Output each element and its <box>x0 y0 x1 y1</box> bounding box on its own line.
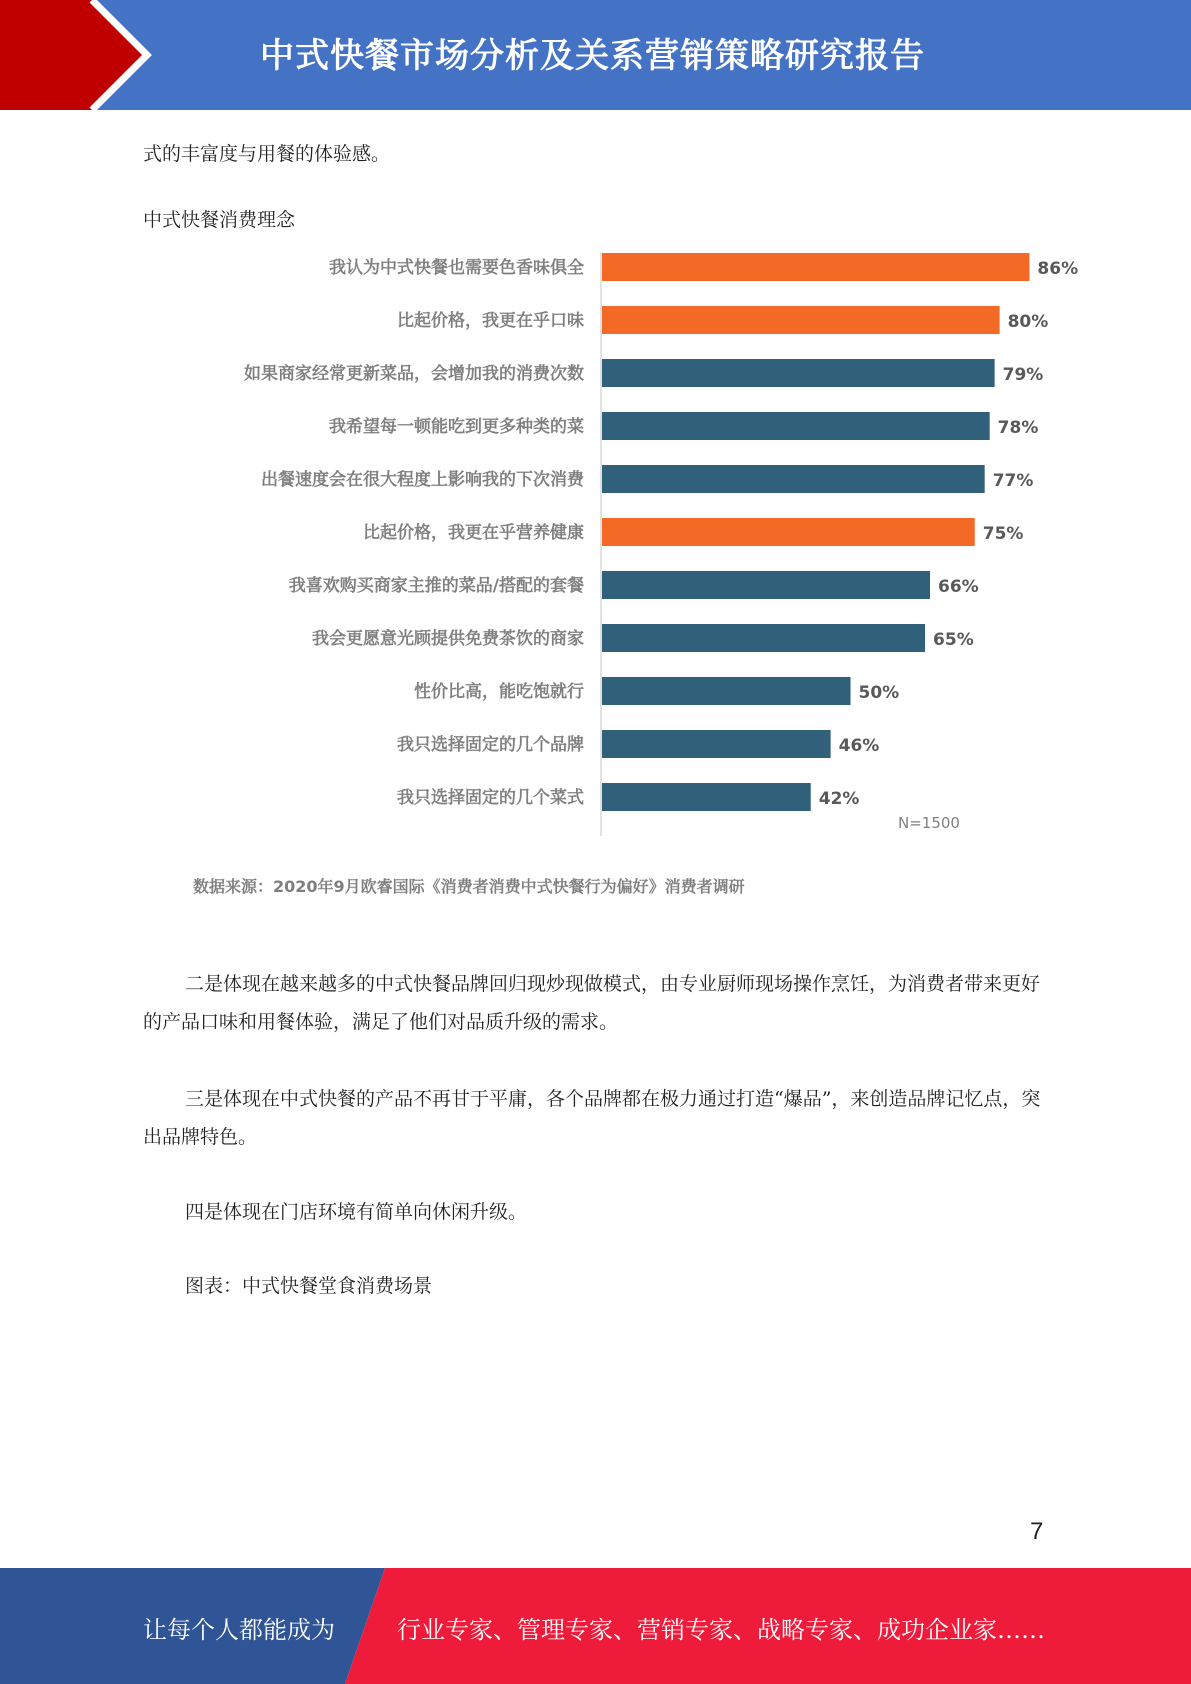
category-label: 比起价格，我更在乎口味 <box>397 311 584 331</box>
value-label: 77% <box>992 471 1034 491</box>
bar <box>602 624 925 652</box>
paragraph-two: 二是体现在越来越多的中式快餐品牌回归现炒现做模式，由专业厨师现场操作烹饪，为消费者带来更好的产品口味和用餐体验，满足了他们对品质升级的需求。 <box>143 973 1041 1033</box>
category-label: 出餐速度会在很大程度上影响我的下次消费 <box>261 470 584 490</box>
category-label: 我希望每一顿能吃到更多种类的菜 <box>329 417 584 437</box>
bar <box>602 412 990 440</box>
footer-slogan-left: 让每个人都能成为 <box>143 1616 335 1644</box>
value-label: 66% <box>938 577 979 597</box>
category-label: 我认为中式快餐也需要色香味俱全 <box>329 258 584 278</box>
category-label: 我会更愿意光顾提供免费茶饮的商家 <box>312 629 584 649</box>
bar <box>602 730 831 758</box>
bar <box>602 677 851 705</box>
bar <box>602 253 1029 281</box>
category-label: 比起价格，我更在乎营养健康 <box>363 523 584 543</box>
page-number: 7 <box>1030 1518 1044 1545</box>
footer-slogan-right: 行业专家、管理专家、营销专家、战略专家、成功企业家…… <box>397 1616 1045 1644</box>
value-label: 65% <box>933 630 974 650</box>
paragraph-three: 三是体现在中式快餐的产品不再甘于平庸，各个品牌都在极力通过打造“爆品”，来创造品牌记忆点，突出品牌特色。 <box>143 1088 1041 1148</box>
value-label: 78% <box>997 418 1039 438</box>
bar <box>602 518 975 546</box>
value-label: 79% <box>1002 365 1044 385</box>
paragraph-continuation: 式的丰富度与用餐的体验感。 <box>143 143 391 165</box>
bar <box>602 571 930 599</box>
bar <box>602 306 1000 334</box>
value-label: 46% <box>838 736 880 756</box>
category-label: 我只选择固定的几个品牌 <box>397 735 584 755</box>
category-label: 我只选择固定的几个菜式 <box>397 788 584 808</box>
report-title: 中式快餐市场分析及关系营销策略研究报告 <box>260 36 925 76</box>
value-label: 80% <box>1007 312 1049 332</box>
bar <box>602 359 995 387</box>
category-label: 性价比高，能吃饱就行 <box>414 682 584 702</box>
sample-size-annotation: N=1500 <box>898 814 960 832</box>
bar <box>602 783 811 811</box>
category-label: 我喜欢购买商家主推的菜品/搭配的套餐 <box>288 576 584 596</box>
value-label: 86% <box>1037 259 1079 279</box>
data-source: 数据来源：2020年9月欧睿国际《消费者消费中式快餐行为偏好》消费者调研 <box>193 877 745 896</box>
category-label: 如果商家经常更新菜品，会增加我的消费次数 <box>244 364 584 384</box>
value-label: 75% <box>982 524 1024 544</box>
chart-caption: 中式快餐消费理念 <box>143 209 296 231</box>
bar <box>602 465 985 493</box>
value-label: 50% <box>858 683 900 703</box>
page-footer <box>0 1568 1191 1684</box>
figure-caption: 图表：中式快餐堂食消费场景 <box>185 1275 433 1297</box>
value-label: 42% <box>818 789 860 809</box>
paragraph-four: 四是体现在门店环境有简单向休闲升级。 <box>185 1201 528 1223</box>
